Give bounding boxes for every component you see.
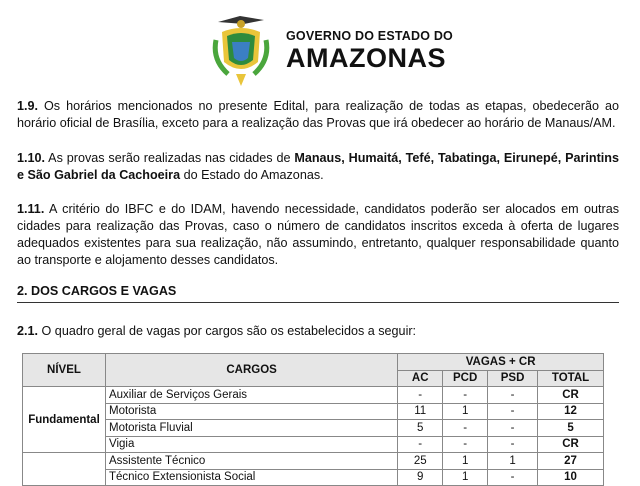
clause-number: 1.11. bbox=[17, 202, 45, 216]
paragraph-1-11 bbox=[17, 201, 619, 269]
cities-list: Manaus, Humaitá, Tefé, Tabatinga, Eirunepé, Parintins e São Gabriel da Cachoeira bbox=[17, 151, 619, 182]
cargo-cell: Motorista Fluvial bbox=[105, 420, 397, 437]
page-header bbox=[210, 10, 453, 92]
cargo-cell: Auxiliar de Serviços Gerais bbox=[105, 387, 397, 404]
table-header-row bbox=[23, 354, 604, 371]
table-row bbox=[23, 469, 604, 486]
clause-text-tail: do Estado do Amazonas. bbox=[180, 168, 324, 182]
pcd-cell: - bbox=[443, 420, 488, 437]
ac-cell: 9 bbox=[398, 469, 443, 486]
pcd-cell: - bbox=[443, 436, 488, 453]
amazonas-coat-of-arms-logo bbox=[210, 10, 272, 92]
clause-number: 2.1. bbox=[17, 324, 39, 338]
ac-cell: 5 bbox=[398, 420, 443, 437]
clause-text: O quadro geral de vagas por cargos são os estabelecidos a seguir: bbox=[38, 324, 417, 338]
ac-cell: - bbox=[398, 387, 443, 404]
header-nivel: NÍVEL bbox=[23, 354, 106, 387]
cargo-cell: Vigia bbox=[105, 436, 397, 453]
paragraph-1-9 bbox=[17, 98, 619, 132]
ac-cell: 25 bbox=[398, 453, 443, 470]
header-pcd: PCD bbox=[443, 370, 488, 387]
total-cell: CR bbox=[538, 387, 604, 404]
clause-number: 1.10. bbox=[17, 151, 46, 165]
ac-cell: - bbox=[398, 436, 443, 453]
psd-cell: - bbox=[488, 420, 538, 437]
clause-number: 1.9. bbox=[17, 99, 39, 113]
cargo-cell: Motorista bbox=[105, 403, 397, 420]
table-row bbox=[23, 453, 604, 470]
psd-cell: - bbox=[488, 403, 538, 420]
pcd-cell: 1 bbox=[443, 469, 488, 486]
header-total: TOTAL bbox=[538, 370, 604, 387]
total-cell: 5 bbox=[538, 420, 604, 437]
psd-cell: 1 bbox=[488, 453, 538, 470]
header-ac: AC bbox=[398, 370, 443, 387]
pcd-cell: 1 bbox=[443, 403, 488, 420]
table-row bbox=[23, 403, 604, 420]
vacancies-table bbox=[22, 353, 604, 486]
table-row bbox=[23, 420, 604, 437]
clause-text: Os horários mencionados no presente Edital, para realização de todas as etapas, obedecerão ao horário oficial de Brasília, exceto para a realização das Provas que irá obedecer ao horário de Manaus/AM. bbox=[17, 99, 619, 130]
pcd-cell: - bbox=[443, 387, 488, 404]
pcd-cell: 1 bbox=[443, 453, 488, 470]
psd-cell: - bbox=[488, 436, 538, 453]
psd-cell: - bbox=[488, 387, 538, 404]
clause-text: As provas serão realizadas nas cidades de bbox=[45, 151, 295, 165]
cargo-cell: Técnico Extensionista Social bbox=[105, 469, 397, 486]
clause-text: A critério do IBFC e do IDAM, havendo necessidade, candidatos poderão ser alocados em outras cidades para realização das Provas, caso o número de candidatos inscritos exceda à oferta de lugares adequados existentes para sua realização, não assumindo, entretanto, qualquer responsabilidade quanto ao transporte e alojamento desses candidatos. bbox=[17, 202, 619, 267]
total-cell: 27 bbox=[538, 453, 604, 470]
table-row bbox=[23, 387, 604, 404]
ac-cell: 11 bbox=[398, 403, 443, 420]
section-heading: 2. DOS CARGOS E VAGAS bbox=[17, 284, 619, 303]
table-row bbox=[23, 436, 604, 453]
header-psd: PSD bbox=[488, 370, 538, 387]
total-cell: 12 bbox=[538, 403, 604, 420]
psd-cell: - bbox=[488, 469, 538, 486]
paragraph-2-1 bbox=[17, 323, 619, 340]
total-cell: CR bbox=[538, 436, 604, 453]
header-vagas: VAGAS + CR bbox=[398, 354, 604, 371]
nivel-cell bbox=[23, 453, 106, 486]
cargo-cell: Assistente Técnico bbox=[105, 453, 397, 470]
header-subtitle: GOVERNO DO ESTADO DO bbox=[286, 29, 453, 43]
nivel-cell: Fundamental bbox=[23, 387, 106, 453]
header-title: AMAZONAS bbox=[286, 43, 446, 73]
paragraph-1-10 bbox=[17, 150, 619, 184]
total-cell: 10 bbox=[538, 469, 604, 486]
header-cargos: CARGOS bbox=[105, 354, 397, 387]
